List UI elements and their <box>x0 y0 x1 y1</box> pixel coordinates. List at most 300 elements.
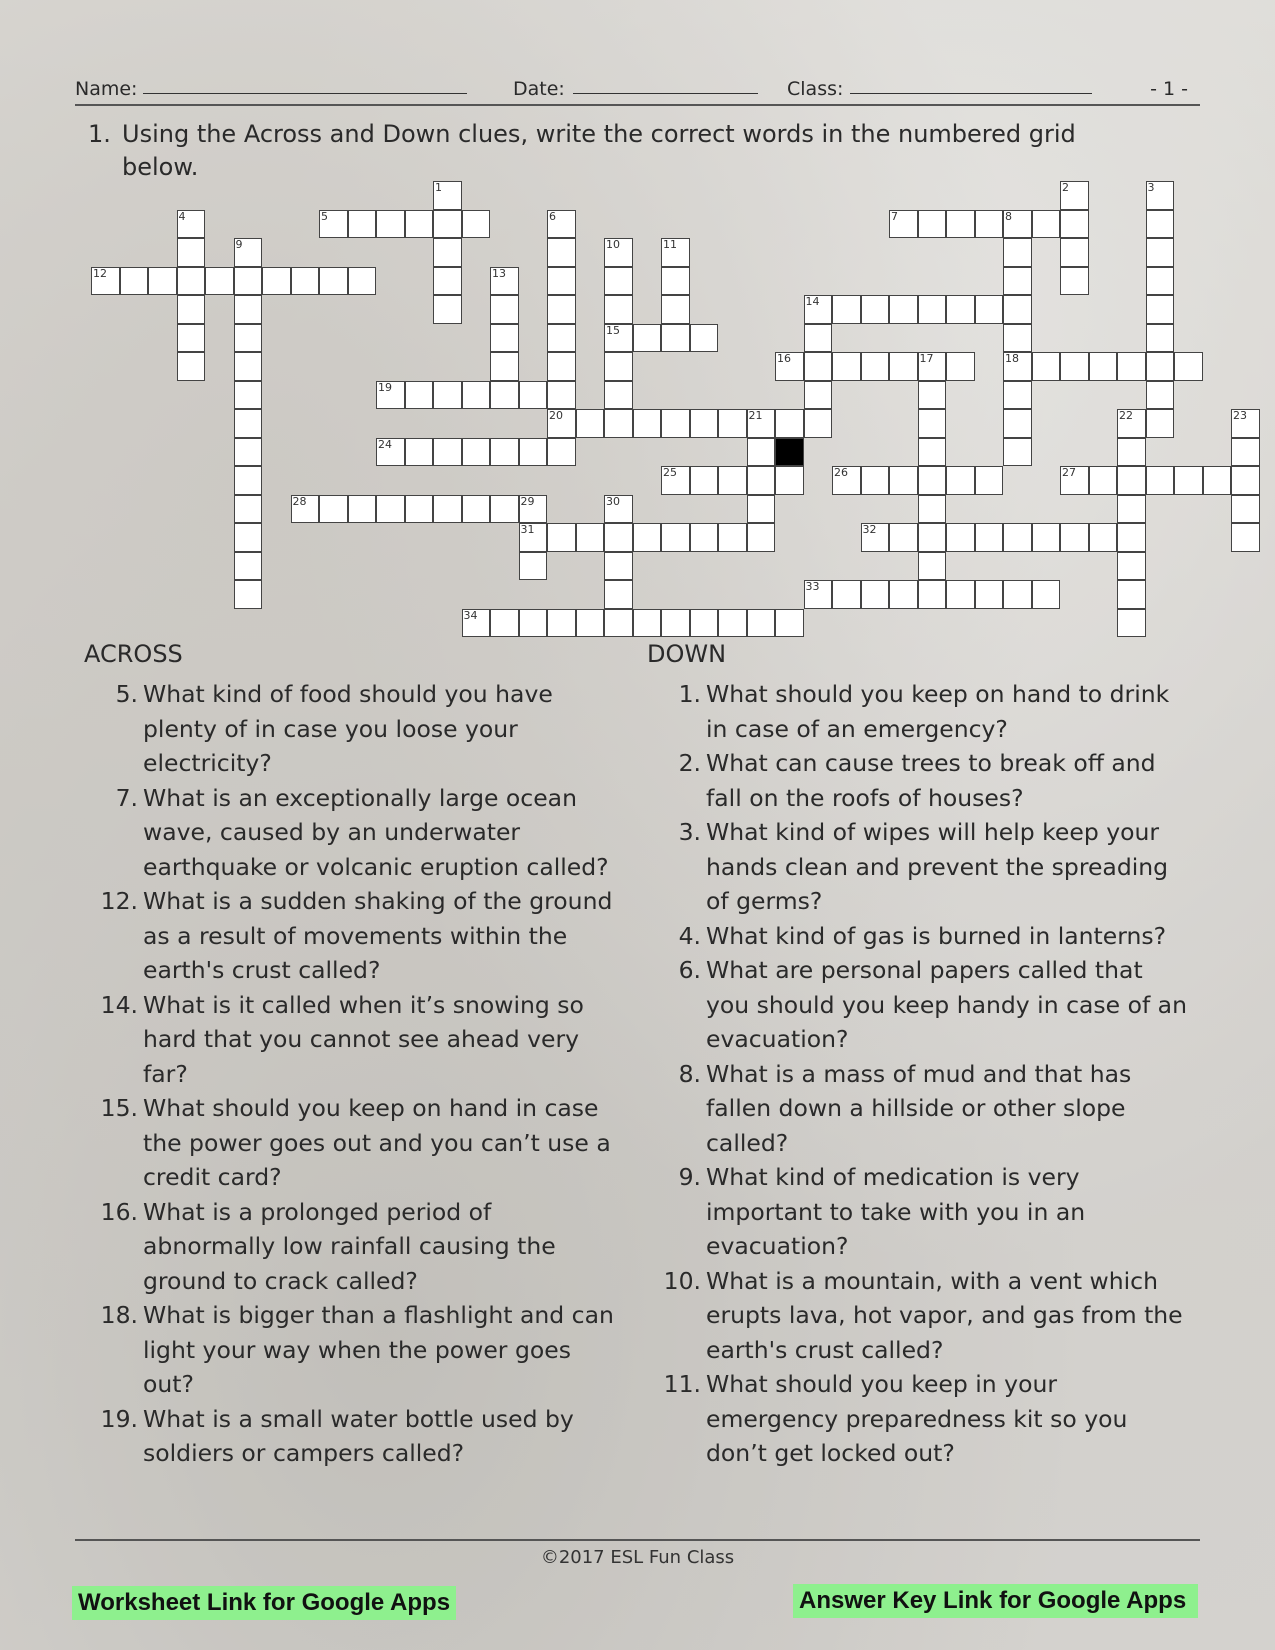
crossword-cell[interactable] <box>519 552 548 581</box>
crossword-cell[interactable] <box>376 495 405 524</box>
crossword-cell[interactable] <box>633 609 662 638</box>
crossword-cell[interactable] <box>177 352 206 381</box>
cell-number: 16 <box>777 352 791 365</box>
crossword-cell[interactable] <box>661 238 690 267</box>
down-clue-text: What kind of wipes will help keep your hands clean and prevent the spreading of germs? <box>706 818 1169 915</box>
crossword-cell[interactable] <box>490 352 519 381</box>
crossword-cell[interactable] <box>918 580 947 609</box>
crossword-cell[interactable] <box>775 352 804 381</box>
crossword-cell[interactable] <box>604 267 633 296</box>
crossword-cell[interactable] <box>462 609 491 638</box>
crossword-cell[interactable] <box>918 352 947 381</box>
crossword-cell[interactable] <box>177 210 206 239</box>
crossword-cell[interactable] <box>975 580 1004 609</box>
crossword-cell[interactable] <box>1231 523 1260 552</box>
crossword-cell[interactable] <box>177 238 206 267</box>
crossword-cell[interactable] <box>661 324 690 353</box>
crossword-cell[interactable] <box>234 523 263 552</box>
across-clue-text: What is a small water bottle used by soldiers or campers called? <box>143 1404 574 1467</box>
crossword-cell[interactable] <box>889 352 918 381</box>
crossword-cell[interactable] <box>405 210 434 239</box>
crossword-cell[interactable] <box>1117 409 1146 438</box>
crossword-cell[interactable] <box>519 495 548 524</box>
crossword-cell[interactable] <box>547 238 576 267</box>
crossword-cell[interactable] <box>1060 352 1089 381</box>
crossword-cell[interactable] <box>1003 523 1032 552</box>
crossword-cell[interactable] <box>604 495 633 524</box>
crossword-cell[interactable] <box>918 438 947 467</box>
crossword-cell[interactable] <box>747 409 776 438</box>
crossword-cell[interactable] <box>433 381 462 410</box>
crossword-cell[interactable] <box>177 267 206 296</box>
crossword-cell[interactable] <box>889 295 918 324</box>
down-clue-number: 11. <box>663 1370 701 1398</box>
crossword-cell[interactable] <box>547 352 576 381</box>
crossword-cell[interactable] <box>747 609 776 638</box>
crossword-cell[interactable] <box>946 352 975 381</box>
down-clue <box>647 746 1187 815</box>
crossword-cell[interactable] <box>1146 352 1175 381</box>
crossword-cell[interactable] <box>918 495 947 524</box>
crossword-cell[interactable] <box>547 295 576 324</box>
cell-number: 26 <box>834 466 848 479</box>
crossword-cell[interactable] <box>519 609 548 638</box>
crossword-cell[interactable] <box>405 438 434 467</box>
crossword-cell[interactable] <box>291 495 320 524</box>
crossword-cell[interactable] <box>918 466 947 495</box>
crossword-cell[interactable] <box>234 466 263 495</box>
down-clue-text: What kind of gas is burned in lanterns? <box>706 921 1167 950</box>
cell-number: 15 <box>606 323 620 337</box>
crossword-cell[interactable] <box>462 495 491 524</box>
crossword-cell[interactable] <box>576 409 605 438</box>
crossword-cell[interactable] <box>1003 210 1032 239</box>
crossword-cell[interactable] <box>832 580 861 609</box>
footer-divider <box>75 1539 1200 1541</box>
across-clue-number: 18. <box>100 1301 138 1329</box>
crossword-cell[interactable] <box>1231 438 1260 467</box>
crossword-cell[interactable] <box>462 438 491 467</box>
cell-number: 6 <box>549 209 556 223</box>
crossword-cell[interactable] <box>1003 352 1032 381</box>
crossword-cell[interactable] <box>690 609 719 638</box>
across-clue <box>84 1402 614 1471</box>
cell-number: 30 <box>606 494 620 508</box>
crossword-cell[interactable] <box>1146 210 1175 239</box>
crossword-cell[interactable] <box>1203 466 1232 495</box>
crossword-cell[interactable] <box>576 523 605 552</box>
crossword-cell[interactable] <box>1146 267 1175 296</box>
across-clue-text: What is a prolonged period of abnormally low rainfall causing the ground to crack called? <box>143 1197 556 1295</box>
crossword-cell[interactable] <box>1231 466 1260 495</box>
crossword-cell[interactable] <box>319 495 348 524</box>
crossword-cell[interactable] <box>747 495 776 524</box>
crossword-cell[interactable] <box>234 409 263 438</box>
crossword-cell[interactable] <box>148 267 177 296</box>
down-clue <box>647 815 1187 919</box>
across-clue <box>84 988 614 1092</box>
crossword-cell[interactable] <box>604 381 633 410</box>
crossword-cell[interactable] <box>804 409 833 438</box>
crossword-cell[interactable] <box>1003 409 1032 438</box>
cell-number: 8 <box>1005 209 1012 223</box>
crossword-cell[interactable] <box>547 267 576 296</box>
crossword-cell[interactable] <box>262 267 291 296</box>
crossword-cell[interactable] <box>804 324 833 353</box>
across-clue <box>84 1298 614 1402</box>
crossword-cell[interactable] <box>604 552 633 581</box>
crossword-cell[interactable] <box>1060 238 1089 267</box>
crossword-cell[interactable] <box>1146 324 1175 353</box>
down-clue-number: 8. <box>678 1059 701 1088</box>
page-number: - 1 - <box>1150 78 1188 100</box>
crossword-cell[interactable] <box>1146 295 1175 324</box>
crossword-cell[interactable] <box>319 210 348 239</box>
cell-number: 33 <box>805 580 820 593</box>
cell-number: 2 <box>1062 181 1069 194</box>
cell-number: 23 <box>1233 409 1247 422</box>
crossword-cell[interactable] <box>1117 523 1146 552</box>
crossword-cell[interactable] <box>1117 438 1146 467</box>
crossword-cell[interactable] <box>747 523 776 552</box>
crossword-cell[interactable] <box>1032 580 1061 609</box>
crossword-cell[interactable] <box>604 523 633 552</box>
across-clue <box>84 677 614 781</box>
crossword-cell[interactable] <box>690 466 719 495</box>
down-clue-text: What are personal papers called that you should you keep handy in case of an evacuation? <box>706 956 1187 1053</box>
cell-number: 14 <box>805 295 820 308</box>
crossword-cell[interactable] <box>832 295 861 324</box>
crossword-cell[interactable] <box>547 381 576 410</box>
crossword-cell[interactable] <box>661 609 690 638</box>
across-clue <box>84 884 614 988</box>
crossword-cell[interactable] <box>490 609 519 638</box>
crossword-cell[interactable] <box>1117 495 1146 524</box>
crossword-cell[interactable] <box>1117 466 1146 495</box>
across-clue-text: What is an exceptionally large ocean wave, caused by an underwater earthquake or volcanic eruption called? <box>143 783 609 881</box>
down-clue-number: 2. <box>678 749 701 777</box>
crossword-cell[interactable] <box>547 523 576 552</box>
crossword-cell[interactable] <box>718 466 747 495</box>
across-clue-text: What is it called when it’s snowing so hard that you cannot see ahead very far? <box>143 990 584 1088</box>
crossword-cell[interactable] <box>1060 267 1089 296</box>
across-clue <box>84 1091 614 1195</box>
across-clue-number: 5. <box>115 680 138 708</box>
crossword-cell[interactable] <box>1060 466 1089 495</box>
crossword-cell[interactable] <box>604 324 633 353</box>
crossword-cell[interactable] <box>918 552 947 581</box>
cell-number: 20 <box>549 409 563 422</box>
crossword-cell[interactable] <box>433 267 462 296</box>
crossword-cell[interactable] <box>319 267 348 296</box>
down-clue-text: What should you keep on hand to drink in case of an emergency? <box>706 680 1170 743</box>
crossword-cell[interactable] <box>1003 238 1032 267</box>
crossword-cell[interactable] <box>633 324 662 353</box>
crossword-cell[interactable] <box>1060 523 1089 552</box>
cell-number: 34 <box>463 608 478 622</box>
name-label: Name: <box>75 78 138 100</box>
crossword-cell[interactable] <box>1032 352 1061 381</box>
crossword-cell[interactable] <box>946 295 975 324</box>
cell-number: 28 <box>292 494 307 508</box>
crossword-cell[interactable] <box>405 381 434 410</box>
crossword-cell[interactable] <box>1146 181 1175 210</box>
crossword-cell[interactable] <box>661 466 690 495</box>
crossword-cell[interactable] <box>975 295 1004 324</box>
cell-number: 17 <box>919 352 934 365</box>
crossword-cell[interactable] <box>1089 466 1118 495</box>
crossword-cell[interactable] <box>234 552 263 581</box>
crossword-cell[interactable] <box>91 267 120 296</box>
crossword-cell[interactable] <box>975 523 1004 552</box>
crossword-cell[interactable] <box>234 381 263 410</box>
crossword-cell[interactable] <box>918 210 947 239</box>
crossword-cell[interactable] <box>804 381 833 410</box>
crossword-cell[interactable] <box>861 466 890 495</box>
crossword-cell[interactable] <box>120 267 149 296</box>
crossword-cell[interactable] <box>604 580 633 609</box>
crossword-cell[interactable] <box>1032 210 1061 239</box>
cell-number: 13 <box>492 266 506 280</box>
crossword-cell[interactable] <box>1117 609 1146 638</box>
cell-number: 22 <box>1119 409 1133 422</box>
cell-number: 12 <box>93 266 107 280</box>
crossword-cell[interactable] <box>1146 466 1175 495</box>
cell-number: 9 <box>235 238 243 251</box>
crossword-cell[interactable] <box>234 580 263 609</box>
across-clue-number: 16. <box>100 1197 138 1226</box>
crossword-cell[interactable] <box>490 267 519 296</box>
crossword-cell[interactable] <box>604 295 633 324</box>
crossword-cell[interactable] <box>889 466 918 495</box>
crossword-cell[interactable] <box>1089 352 1118 381</box>
crossword-cell[interactable] <box>519 438 548 467</box>
crossword-cell[interactable] <box>547 210 576 239</box>
crossword-cell[interactable] <box>946 210 975 239</box>
crossword-cell[interactable] <box>804 352 833 381</box>
crossword-cell[interactable] <box>918 523 947 552</box>
down-clue-number: 10. <box>663 1266 701 1295</box>
crossword-cell[interactable] <box>547 438 576 467</box>
crossword-cell[interactable] <box>547 409 576 438</box>
crossword-cell[interactable] <box>1174 352 1203 381</box>
crossword-cell[interactable] <box>433 238 462 267</box>
crossword-cell[interactable] <box>177 295 206 324</box>
crossword-cell[interactable] <box>1003 267 1032 296</box>
crossword-cell[interactable] <box>1117 352 1146 381</box>
crossword-cell[interactable] <box>975 210 1004 239</box>
down-clue-text: What kind of medication is very important to take with you in an evacuation? <box>706 1163 1086 1260</box>
crossword-cell[interactable] <box>490 381 519 410</box>
crossword-cell[interactable] <box>1003 324 1032 353</box>
crossword-cell[interactable] <box>376 438 405 467</box>
date-label: Date: <box>513 78 565 100</box>
crossword-cell[interactable] <box>718 609 747 638</box>
crossword-cell[interactable] <box>690 324 719 353</box>
crossword-black-cell <box>775 438 804 467</box>
crossword-cell[interactable] <box>604 352 633 381</box>
cell-number: 1 <box>435 181 442 194</box>
crossword-cell[interactable] <box>348 210 377 239</box>
crossword-cell[interactable] <box>547 609 576 638</box>
crossword-cell[interactable] <box>376 210 405 239</box>
crossword-cell[interactable] <box>462 381 491 410</box>
across-clue <box>84 781 614 885</box>
crossword-cell[interactable] <box>291 267 320 296</box>
crossword-cell[interactable] <box>918 381 947 410</box>
crossword-cell[interactable] <box>775 466 804 495</box>
crossword-cell[interactable] <box>405 495 434 524</box>
crossword-cell[interactable] <box>348 267 377 296</box>
crossword-grid <box>0 0 1275 660</box>
crossword-cell[interactable] <box>861 523 890 552</box>
crossword-cell[interactable] <box>234 438 263 467</box>
crossword-cell[interactable] <box>918 295 947 324</box>
crossword-cell[interactable] <box>234 267 263 296</box>
crossword-cell[interactable] <box>690 409 719 438</box>
crossword-cell[interactable] <box>462 210 491 239</box>
copyright: ©2017 ESL Fun Class <box>540 1547 735 1568</box>
down-clue-number: 1. <box>678 680 701 708</box>
across-clue <box>84 1195 614 1299</box>
crossword-cell[interactable] <box>177 324 206 353</box>
crossword-cell[interactable] <box>433 295 462 324</box>
down-clue-number: 4. <box>678 921 701 950</box>
crossword-cell[interactable] <box>576 609 605 638</box>
crossword-cell[interactable] <box>918 409 947 438</box>
crossword-cell[interactable] <box>1231 409 1260 438</box>
crossword-cell[interactable] <box>775 609 804 638</box>
crossword-cell[interactable] <box>1117 552 1146 581</box>
crossword-cell[interactable] <box>490 495 519 524</box>
crossword-cell[interactable] <box>1089 523 1118 552</box>
across-clue-number: 12. <box>100 887 138 915</box>
crossword-cell[interactable] <box>1003 295 1032 324</box>
across-clue-list <box>84 677 614 1471</box>
cell-number: 5 <box>321 209 328 223</box>
cell-number: 18 <box>1005 352 1019 365</box>
crossword-cell[interactable] <box>661 523 690 552</box>
across-heading: ACROSS <box>84 640 183 668</box>
crossword-cell[interactable] <box>861 580 890 609</box>
class-label: Class: <box>787 78 844 100</box>
crossword-cell[interactable] <box>604 609 633 638</box>
crossword-cell[interactable] <box>519 381 548 410</box>
cell-number: 31 <box>520 523 535 536</box>
cell-number: 27 <box>1062 466 1076 479</box>
crossword-cell[interactable] <box>604 238 633 267</box>
crossword-cell[interactable] <box>690 523 719 552</box>
crossword-cell[interactable] <box>1146 409 1175 438</box>
crossword-cell[interactable] <box>633 523 662 552</box>
crossword-cell[interactable] <box>946 580 975 609</box>
crossword-cell[interactable] <box>1003 438 1032 467</box>
cell-number: 3 <box>1147 181 1155 194</box>
crossword-cell[interactable] <box>747 466 776 495</box>
worksheet-link-button[interactable]: Worksheet Link for Google Apps <box>72 1586 456 1620</box>
crossword-cell[interactable] <box>490 438 519 467</box>
crossword-cell[interactable] <box>747 438 776 467</box>
crossword-cell[interactable] <box>832 352 861 381</box>
crossword-cell[interactable] <box>1231 495 1260 524</box>
crossword-cell[interactable] <box>433 438 462 467</box>
crossword-cell[interactable] <box>889 523 918 552</box>
crossword-cell[interactable] <box>234 324 263 353</box>
crossword-cell[interactable] <box>718 409 747 438</box>
crossword-cell[interactable] <box>348 495 377 524</box>
down-clue-text: What is a mountain, with a vent which erupts lava, hot vapor, and gas from the earth's crust called? <box>706 1266 1183 1364</box>
crossword-cell[interactable] <box>946 466 975 495</box>
crossword-cell[interactable] <box>889 580 918 609</box>
crossword-cell[interactable] <box>889 210 918 239</box>
crossword-cell[interactable] <box>1146 381 1175 410</box>
crossword-cell[interactable] <box>234 295 263 324</box>
crossword-cell[interactable] <box>519 523 548 552</box>
crossword-cell[interactable] <box>1032 523 1061 552</box>
across-clue-number: 7. <box>115 783 138 812</box>
cell-number: 21 <box>748 409 763 422</box>
across-clue-number: 19. <box>100 1404 138 1433</box>
crossword-cell[interactable] <box>1146 238 1175 267</box>
down-clue <box>647 1160 1187 1264</box>
cell-number: 29 <box>520 494 535 508</box>
down-clue <box>647 919 1187 954</box>
crossword-cell[interactable] <box>433 495 462 524</box>
crossword-cell[interactable] <box>433 181 462 210</box>
down-clue <box>647 1057 1187 1161</box>
crossword-cell[interactable] <box>234 495 263 524</box>
crossword-cell[interactable] <box>661 295 690 324</box>
crossword-cell[interactable] <box>861 352 890 381</box>
across-clue-text: What should you keep on hand in case the power goes out and you can’t use a credit card? <box>143 1094 611 1191</box>
instruction-text: Using the Across and Down clues, write the correct words in the numbered grid below. <box>122 120 1076 181</box>
crossword-cell[interactable] <box>604 409 633 438</box>
crossword-cell[interactable] <box>804 295 833 324</box>
cell-number: 19 <box>378 380 392 394</box>
down-clue-text: What can cause trees to break off and fall on the roofs of houses? <box>706 749 1156 812</box>
crossword-cell[interactable] <box>490 295 519 324</box>
crossword-cell[interactable] <box>633 409 662 438</box>
crossword-cell[interactable] <box>234 352 263 381</box>
crossword-cell[interactable] <box>775 409 804 438</box>
crossword-cell[interactable] <box>1060 210 1089 239</box>
crossword-cell[interactable] <box>975 466 1004 495</box>
instruction-number: 1. <box>88 120 111 148</box>
crossword-cell[interactable] <box>946 523 975 552</box>
across-clue-text: What kind of food should you have plenty of in case you loose your electricity? <box>143 680 553 777</box>
crossword-cell[interactable] <box>1060 181 1089 210</box>
crossword-cell[interactable] <box>661 409 690 438</box>
crossword-cell[interactable] <box>234 238 263 267</box>
crossword-cell[interactable] <box>718 523 747 552</box>
crossword-cell[interactable] <box>376 381 405 410</box>
crossword-cell[interactable] <box>861 295 890 324</box>
crossword-cell[interactable] <box>804 580 833 609</box>
down-clue <box>647 1367 1187 1471</box>
crossword-cell[interactable] <box>661 267 690 296</box>
crossword-cell[interactable] <box>1117 580 1146 609</box>
down-clue-number: 3. <box>678 818 701 846</box>
answer-key-link-button[interactable]: Answer Key Link for Google Apps <box>793 1584 1198 1618</box>
crossword-cell[interactable] <box>1174 466 1203 495</box>
crossword-cell[interactable] <box>490 324 519 353</box>
crossword-cell[interactable] <box>1003 580 1032 609</box>
crossword-cell[interactable] <box>1003 381 1032 410</box>
crossword-cell[interactable] <box>832 466 861 495</box>
crossword-cell[interactable] <box>547 324 576 353</box>
crossword-cell[interactable] <box>433 210 462 239</box>
crossword-cell[interactable] <box>205 267 234 296</box>
